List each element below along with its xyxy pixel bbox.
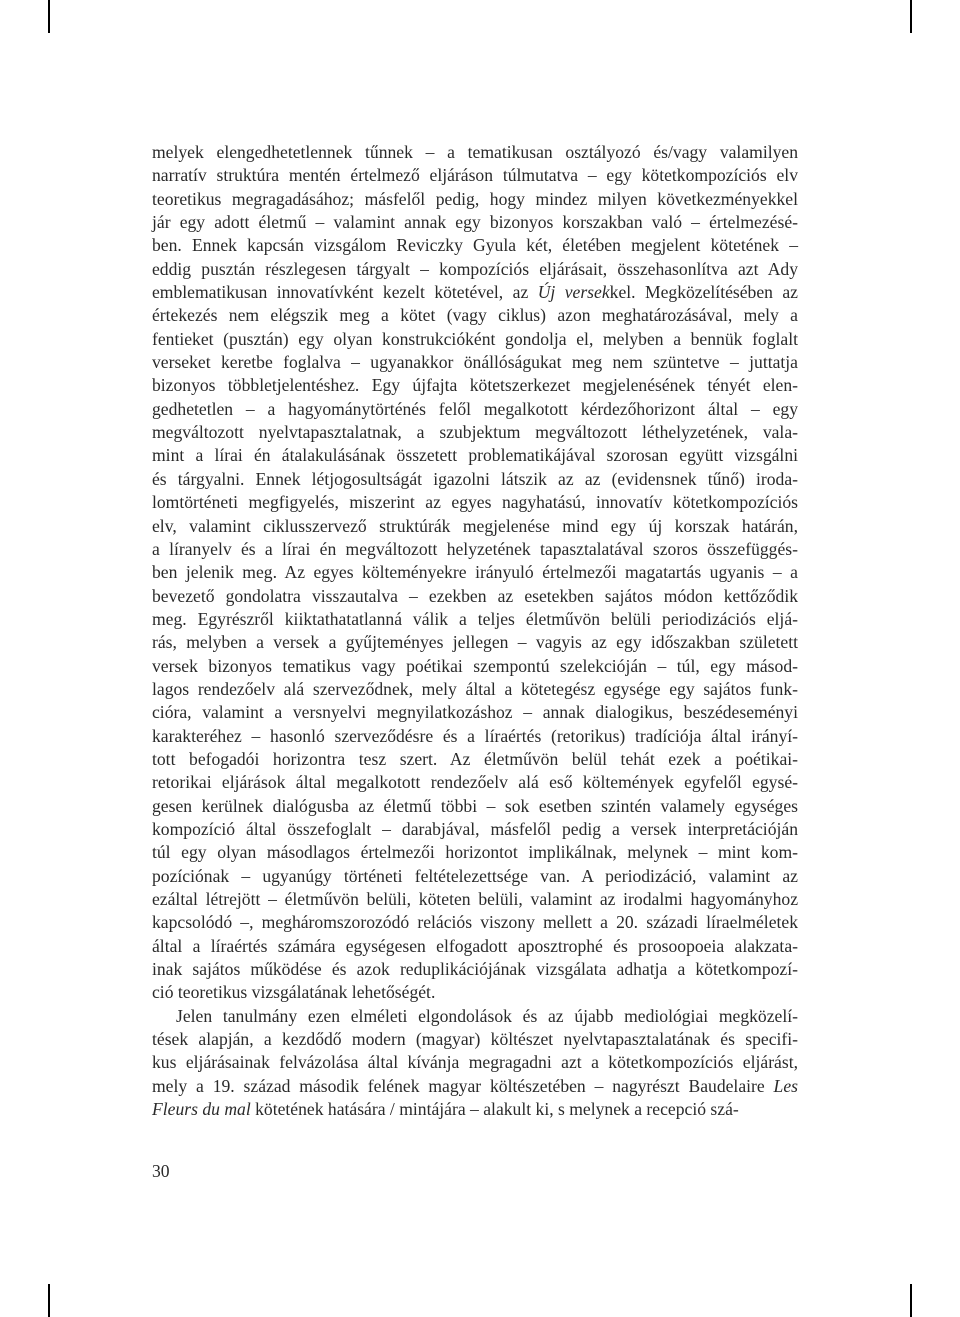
paragraph1-line: megváltozott nyelvtapasztalatnak, a szubjektum megváltozott léthelyzetének, vala-: [152, 422, 798, 443]
paragraph1-line: kapcsolódó –, megháromszorozódó relációs viszony mellett a 20. századi líraelméletek: [152, 912, 798, 933]
paragraph1-line: teoretikus megragadásához; másfelől pedig, hogy mindez milyen következményekkel: [152, 188, 798, 209]
paragraph1-line: tott befogadói horizontra tesz szert. Az életművön belül tehát ezek a poétikai-: [152, 748, 798, 769]
paragraph1-line: lagos rendezőelv alá szerveződnek, mely által a kötetegész egysége egy sajátos funk-: [152, 678, 798, 699]
paragraph1-line: mint a lírai én átalakulásának összetett problematikájával szorosan együtt vizsgálni: [152, 445, 798, 466]
paragraph1-line: narratív struktúra mentén értelmező eljáráson túlmutatva – egy kötetkompozíciós elv: [152, 165, 798, 186]
paragraph1-line: jár egy adott életmű – valamint annak egy bizonyos korszakban való – értelmezésé-: [152, 212, 798, 233]
paragraph1-line: emblematikusan innovatívként kezelt kötetével, az Új versekkel. Megközelítésében az: [152, 282, 798, 303]
paragraph1-line: verseket keretbe foglalva – ugyanakkor önállóságukat meg nem szüntetve – juttatja: [152, 352, 798, 373]
crop-mark-top-right: [910, 0, 912, 33]
paragraph1-line: és tárgyalni. Ennek létjogosultságát igazolni látszik az az (evidensnek tűnő) iroda-: [152, 468, 798, 489]
paragraph2-line: mely a 19. század második felének magyar költészetében – nagyrészt Baudelaire Les: [152, 1075, 798, 1096]
paragraph1-line: pozíciónak – ugyanúgy történeti feltételezettsége van. A periodizáció, valamint az: [152, 865, 798, 886]
paragraph1-line: értekezés nem elégszik meg a kötet (vagy ciklus) azon meghatározásával, mely a: [152, 305, 798, 326]
paragraph1-line: inak sajátos működése és azok reduplikációjának vizsgálata adhatja a kötetkompozí-: [152, 959, 798, 980]
paragraph1-line: elv, valamint ciklusszervező struktúrák megjelenése mind egy új korszak határán,: [152, 515, 798, 536]
body-text: [152, 141, 798, 1121]
paragraph1-line: által a líraértés számára egységesen elfogadott aposztrophé és prosoopoeia alakzata-: [152, 935, 798, 956]
paragraph1-line: bevezető gondolatra visszautalva – ezekben az esetekben sajátos módon kettőződik: [152, 585, 798, 606]
page-number: 30: [152, 1161, 170, 1181]
paragraph1-line: melyek elengedhetetlennek tűnnek – a tematikusan osztályozó és/vagy valamilyen: [152, 142, 798, 162]
crop-mark-bottom-right: [910, 1284, 912, 1317]
paragraph2-line: kus eljárásainak felvázolása által kívánja megragadni azt a kötetkompozíciós eljárást,: [152, 1052, 798, 1073]
crop-mark-top-left: [48, 0, 50, 33]
paragraph1-line: rás, melyben a versek a gyűjteményes jellegen – vagyis az egy időszakban született: [152, 632, 798, 653]
paragraph1-line: kompozíció által összefoglalt – darabjával, másfelől pedig a versek interpretációján: [152, 818, 798, 839]
paragraph1-line: a líranyelv és a lírai én megváltozott helyzetének tapasztalatával szoros összefüggés-: [152, 538, 798, 559]
paragraph1-line: eddig pusztán részlegesen tárgyalt – kompozíciós eljárásait, összehasonlítva azt Ady: [152, 258, 798, 279]
paragraph1-line: gedhetetlen – a hagyománytörténés felől megalkotott kérdezőhorizont által – egy: [152, 398, 798, 419]
paragraph1-line: gesen kerülnek dialógusba az életmű többi – sok esetben szintén valamely egységes: [152, 795, 798, 816]
paragraph1-line: lomtörténeti megfigyelés, miszerint az egyes nagyhatású, innovatív kötetkompozíciós: [152, 492, 798, 513]
paragraph1-line: retorikai eljárások által megalkotott rendezőelv alá eső költemények egyfelől egysé-: [152, 772, 798, 793]
paragraph1-line: versek bizonyos tematikus vagy poétikai szempontú szelekcióján – túl, egy másod-: [152, 655, 798, 676]
paragraph1-line: ció teoretikus vizsgálatának lehetőségét.: [152, 982, 436, 1003]
paragraph-1: [152, 141, 798, 1005]
paragraph1-line: ezáltal létrejött – életművön belüli, köteten belüli, valamint az irodalmi hagyományhoz: [152, 889, 798, 909]
paragraph1-line: fentieket (pusztán) egy olyan konstrukcióként gondolja el, melyben a bennük foglalt: [152, 328, 798, 349]
paragraph1-line: cióra, valamint a versnyelvi megnyilatkozáshoz – annak dialogikus, beszédeseményi: [152, 702, 798, 723]
crop-mark-bottom-left: [48, 1284, 50, 1317]
paragraph2-line: Fleurs du mal kötetének hatására / mintájára – alakult ki, s melynek a recepció szá-: [152, 1099, 739, 1120]
paragraph1-line: túl egy olyan másodlagos értelmezői horizontot implikálnak, melynek – mint kom-: [152, 842, 798, 863]
paragraph1-line: karakteréhez – hasonló szerveződésre és a líraértés (retorikus) tradíciója által irányí-: [152, 725, 798, 746]
paragraph1-line: ben jelenik meg. Az egyes költeményekre irányuló értelmezői magatartás ugyanis – a: [152, 562, 798, 583]
paragraph2-line: Jelen tanulmány ezen elméleti elgondolások és az újabb mediológiai megközelí-: [176, 1005, 798, 1026]
paragraph2-line: tések alapján, a kezdődő modern (magyar) költészet nyelvtapasztalatának és specifi-: [152, 1029, 798, 1050]
paragraph1-line: meg. Egyrészről kiiktathatatlanná válik a teljes életművön belüli periodizációs eljá-: [152, 608, 798, 629]
paragraph1-line: ben. Ennek kapcsán vizsgálom Reviczky Gyula két, életében megjelent kötetének –: [152, 235, 798, 256]
paragraph-2: [152, 1005, 798, 1122]
paragraph1-line: bizonyos többletjelentéshez. Egy újfajta kötetszerkezet megjelenésének tényét elen-: [152, 375, 798, 396]
